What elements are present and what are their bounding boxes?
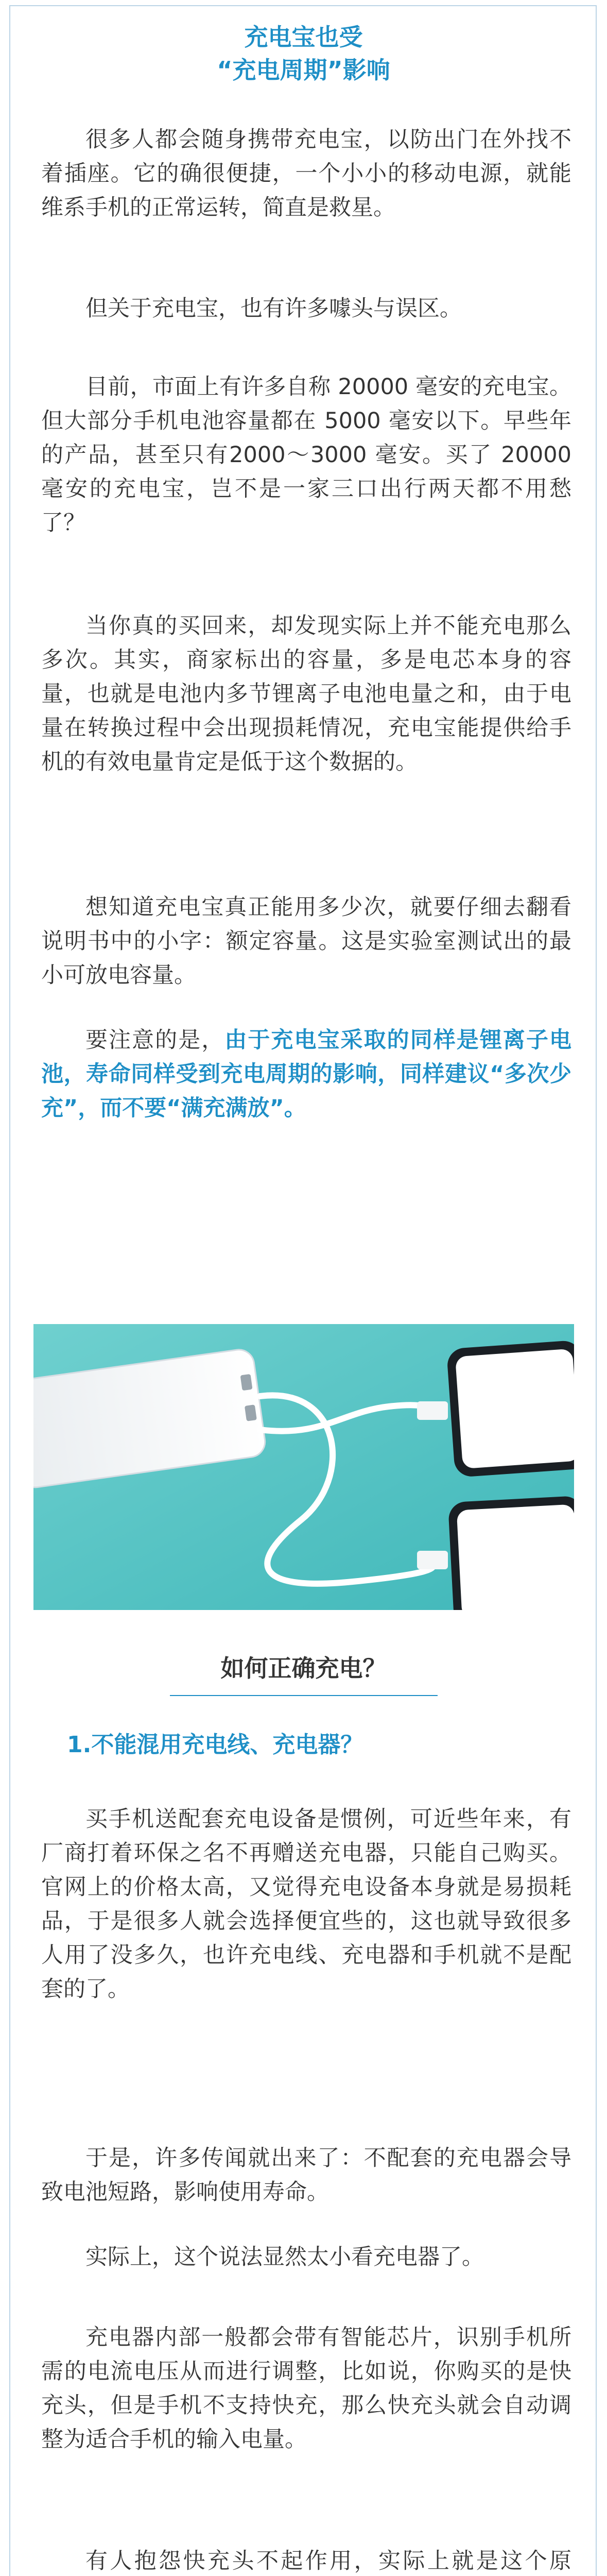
s1-paragraph-3: 实际上，这个说法显然太小看充电器了。 [85, 2244, 484, 2270]
s1-paragraph-2: 于是，许多传闻就出来了：不配套的充电器会导致电池短路，影响使用寿命。 [41, 2145, 571, 2205]
power-bank-photo [33, 1324, 574, 1610]
article-title-line2: “充电周期”影响 [217, 56, 390, 84]
intro-paragraph-5: 想知道充电宝真正能用多少次，就要仔细去翻看说明书中的小字：额定容量。这是实验室测试出的最小可放电容量。 [41, 894, 571, 988]
section-divider [170, 1695, 438, 1696]
intro-p6-lead: 要注意的是， [85, 1027, 225, 1053]
intro-paragraph-4: 当你真的买回来，却发现实际上并不能充电那么多次。其实，商家标出的容量，多是电芯本身的容量，也就是电池内多节锂离子电池电量之和，由于电量在转换过程中会出现损耗情况，充电宝能提供给手机的有效电量肯定是低于这个数据的。 [41, 613, 571, 775]
intro-paragraph-3: 目前，市面上有许多自称 20000 毫安的充电宝。但大部分手机电池容量都在 5000 毫安以下。早些年的产品，甚至只有2000～3000 毫安。买了 20000 毫安的充电宝，岂不是一家三口出行两天都不用愁了？ [41, 374, 571, 536]
intro-paragraph-2: 但关于充电宝，也有许多噱头与误区。 [85, 296, 462, 321]
s1-paragraph-5: 有人抱怨快充头不起作用，实际上就是这个原 [85, 2548, 571, 2574]
subsection-1-title: 1.不能混用充电线、充电器？ [67, 1732, 363, 1758]
s1-paragraph-1: 买手机送配套充电设备是惯例，可近些年来，有厂商打着环保之名不再赠送充电器，只能自己购买。官网上的价格太高，又觉得充电设备本身就是易损耗品，于是很多人就会选择便宜些的，这也就导致很多人用了没多久，也许充电线、充电器和手机就不是配套的了。 [41, 1806, 571, 2002]
s1-paragraph-4: 充电器内部一般都会带有智能芯片，识别手机所需的电流电压从而进行调整，比如说，你购买的是快充头，但是手机不支持快充，那么快充头就会自动调整为适合手机的输入电量。 [41, 2325, 571, 2452]
intro-paragraph-6 [41, 1023, 571, 1125]
how-to-charge-title: 如何正确充电？ [220, 1654, 387, 1682]
article-title-line1: 充电宝也受 [244, 23, 363, 51]
intro-paragraph-1: 很多人都会随身携带充电宝，以防出门在外找不着插座。它的确很便捷，一个小小的移动电源，就能维系手机的正常运转，简直是救星。 [41, 127, 571, 221]
intro-p6-highlight: 由于充电宝采取的同样是锂离子电池，寿命同样受到充电周期的影响，同样建议“多次少充”，而不要“满充满放”。 [41, 1027, 572, 1121]
